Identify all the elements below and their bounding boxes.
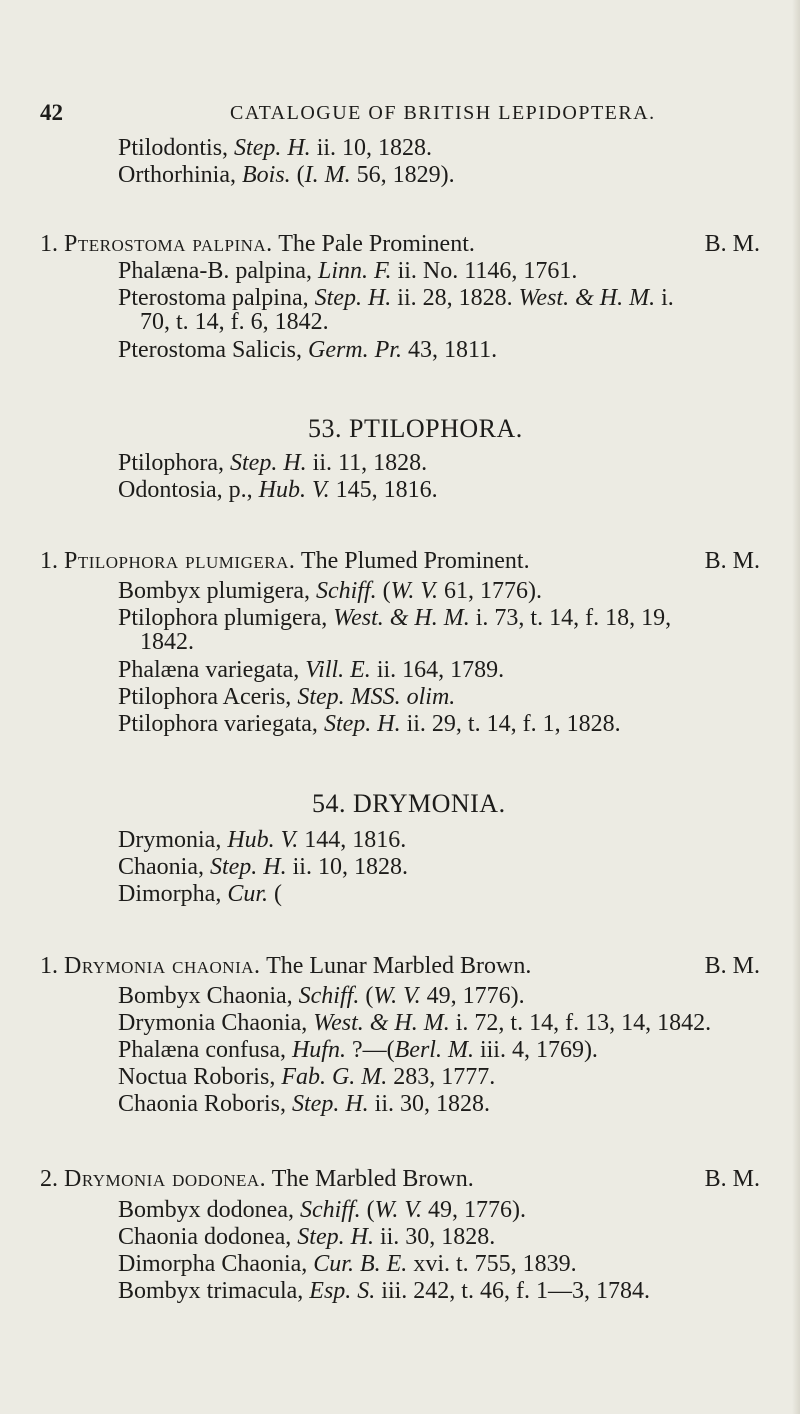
synonym-line: Drymonia, Hub. V. 144, 1816. [118,827,407,853]
museum-mark: B. M. [704,953,760,979]
genus-heading: 54. DRYMONIA. [312,789,506,818]
synonym-line: Ptilophora variegata, Step. H. ii. 29, t. 14, f. 1, 1828. [118,711,621,737]
museum-mark: B. M. [704,548,760,574]
species-heading: 1. Ptilophora plumigera. The Plumed Prominent. B. M. [40,548,760,574]
synonym-line: Pterostoma palpina, Step. H. ii. 28, 1828. West. & H. M. i. [118,285,674,311]
synonym-line: Ptilodontis, Step. H. ii. 10, 1828. [118,135,433,161]
species-heading: 1. Drymonia chaonia. The Lunar Marbled Brown. B. M. [40,953,760,979]
page-edge-shadow [792,0,800,1414]
synonym-line: Ptilophora, Step. H. ii. 11, 1828. [118,450,428,476]
synonym-line: Chaonia Roboris, Step. H. ii. 30, 1828. [118,1091,490,1117]
museum-mark: B. M. [704,1166,760,1192]
synonym-line: Ptilophora Aceris, Step. MSS. olim. [118,684,456,710]
synonym-line: Drymonia Chaonia, West. & H. M. i. 72, t. 14, f. 13, 14, 1842. [118,1010,712,1036]
synonym-line: 1842. [140,629,194,655]
synonym-line: Dimorpha, Cur. ( [118,881,282,907]
synonym-line: Ptilophora plumigera, West. & H. M. i. 73, t. 14, f. 18, 19, [118,605,672,631]
synonym-line: Bombyx dodonea, Schiff. (W. V. 49, 1776). [118,1197,526,1223]
museum-mark: B. M. [704,231,760,257]
synonym-line: Bombyx Chaonia, Schiff. (W. V. 49, 1776). [118,983,525,1009]
page-number: 42 [40,100,63,125]
synonym-line: Chaonia, Step. H. ii. 10, 1828. [118,854,408,880]
synonym-line: Phalæna variegata, Vill. E. ii. 164, 1789. [118,657,505,683]
synonym-line: Orthorhinia, Bois. (I. M. 56, 1829). [118,162,455,188]
page-header [40,100,760,132]
synonym-line: Odontosia, p., Hub. V. 145, 1816. [118,477,438,503]
synonym-line: Chaonia dodonea, Step. H. ii. 30, 1828. [118,1224,496,1250]
synonym-line: Dimorpha Chaonia, Cur. B. E. xvi. t. 755, 1839. [118,1251,577,1277]
synonym-line: Phalæna confusa, Hufn. ?—(Berl. M. iii. 4, 1769). [118,1037,598,1063]
genus-heading: 53. PTILOPHORA. [308,414,523,443]
synonym-line: Bombyx trimacula, Esp. S. iii. 242, t. 46, f. 1—3, 1784. [118,1278,650,1304]
running-title: CATALOGUE OF BRITISH LEPIDOPTERA. [230,102,656,124]
synonym-line: Noctua Roboris, Fab. G. M. 283, 1777. [118,1064,496,1090]
synonym-line: Phalæna-B. palpina, Linn. F. ii. No. 1146, 1761. [118,258,578,284]
species-heading: 1. Pterostoma palpina. The Pale Prominent. B. M. [40,231,760,257]
synonym-line: Bombyx plumigera, Schiff. (W. V. 61, 1776). [118,578,542,604]
synonym-line: 70, t. 14, f. 6, 1842. [140,309,329,335]
species-heading: 2. Drymonia dodonea. The Marbled Brown. B. M. [40,1166,760,1192]
synonym-line: Pterostoma Salicis, Germ. Pr. 43, 1811. [118,337,498,363]
